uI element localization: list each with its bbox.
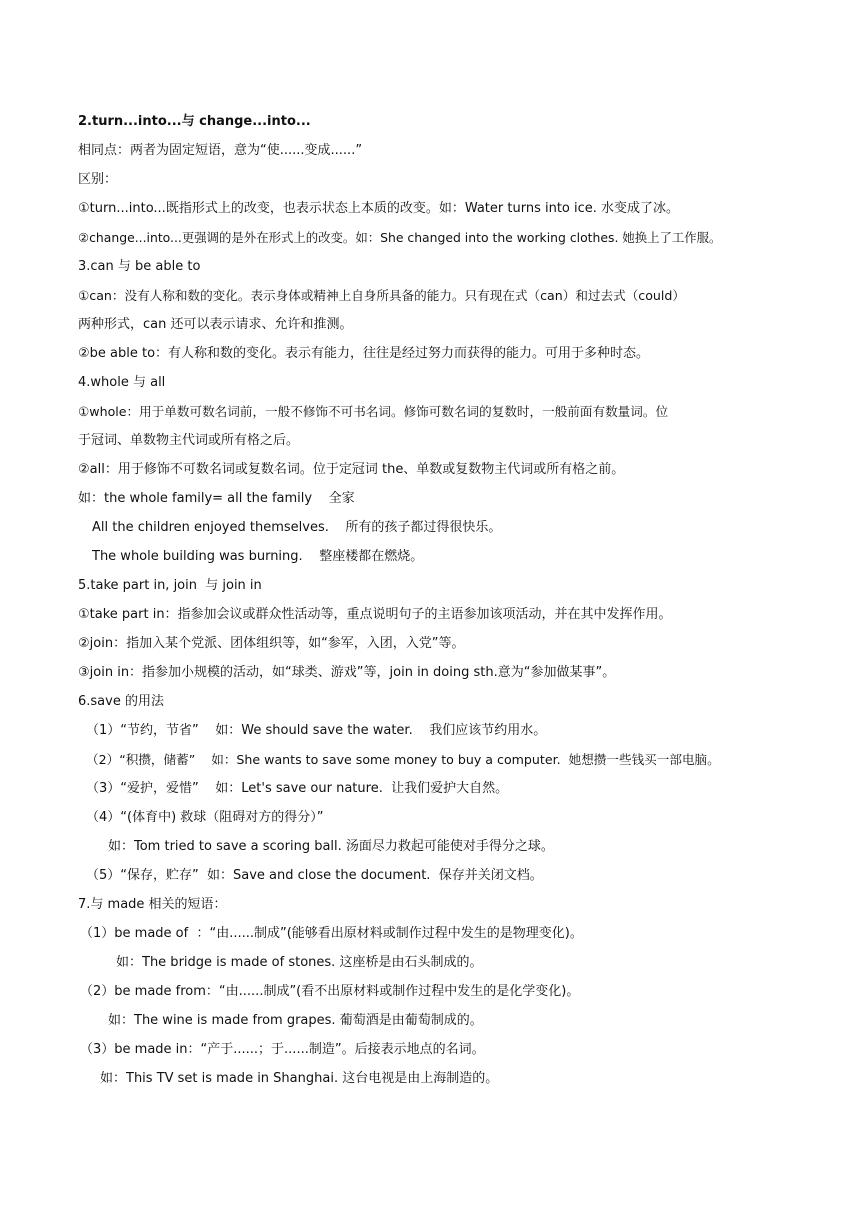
example-line: （5）“保存，贮存” 如：Save and close the document. 保存并关闭文档。	[86, 868, 543, 883]
example-line: 如：This TV set is made in Shanghai. 这台电视是由上海制造的。	[100, 1071, 499, 1086]
text-line: ①whole：用于单数可数名词前，一般不修饰不可书名词。修饰可数名词的复数时，一般前面有数量词。位	[78, 404, 669, 419]
text-line: 区别：	[78, 172, 118, 187]
section-heading-whole-all: 4.whole 与 all	[78, 375, 166, 390]
text-line: 相同点：两者为固定短语，意为“使......变成......”	[78, 143, 363, 158]
example-line: 如：the whole family= all the family 全家	[78, 491, 355, 506]
text-line: ③join in：指参加小规模的活动，如“球类、游戏”等，join in doing sth.意为“参加做某事”。	[78, 665, 616, 680]
example-line: 如：The bridge is made of stones. 这座桥是由石头制成的。	[116, 955, 483, 970]
text-line: ②join：指加入某个党派、团体组织等，如“参军，入团，入党”等。	[78, 636, 465, 651]
text-line: （3）be made in：“产于......；于......制造”。后接表示地点的名词。	[80, 1042, 485, 1057]
text-line: （1）be made of ：“由......制成”(能够看出原材料或制作过程中发生的是物理变化)。	[80, 926, 583, 941]
text-line: ①take part in：指参加会议或群众性活动等，重点说明句子的主语参加该项活动，并在其中发挥作用。	[78, 607, 672, 622]
section-heading-turn-into: 2.turn...into...与 change...into...	[78, 114, 311, 129]
example-line: （2）“积攒，储蓄” 如：She wants to save some money to buy a computer. 她想攒一些钱买一部电脑。	[86, 752, 720, 767]
example-line: （3）“爱护，爱惜” 如：Let's save our nature. 让我们爱护大自然。	[86, 781, 509, 796]
section-heading-can-be-able-to: 3.can 与 be able to	[78, 259, 201, 274]
section-heading-save: 6.save 的用法	[78, 694, 164, 709]
section-heading-take-part-in: 5.take part in, join 与 join in	[78, 578, 262, 593]
example-line: 如：Tom tried to save a scoring ball. 汤面尽力救起可能使对手得分之球。	[108, 839, 554, 854]
example-line: All the children enjoyed themselves. 所有的孩子都过得很快乐。	[92, 520, 502, 535]
example-line: （1）“节约，节省” 如：We should save the water. 我们应该节约用水。	[86, 723, 547, 738]
example-line: 如：The wine is made from grapes. 葡萄酒是由葡萄制成的。	[108, 1013, 483, 1028]
text-line: ①turn...into...既指形式上的改变，也表示状态上本质的改变。如：Water turns into ice. 水变成了冰。	[78, 201, 680, 216]
text-line: ②all：用于修饰不可数名词或复数名词。位于定冠词 the、单数或复数物主代词或所有格之前。	[78, 462, 625, 477]
text-line: 于冠词、单数物主代词或所有格之后。	[78, 433, 300, 448]
text-line: ②be able to：有人称和数的变化。表示有能力，往往是经过努力而获得的能力。可用于多种时态。	[78, 346, 650, 361]
section-heading-made: 7.与 made 相关的短语：	[78, 897, 227, 912]
text-line: ①can：没有人称和数的变化。表示身体或精神上自身所具备的能力。只有现在式（can）和过去式（could）	[78, 288, 685, 303]
text-line: （2）be made from：“由......制成”(看不出原材料或制作过程中发生的是化学变化)。	[80, 984, 580, 999]
text-line: 两种形式，can 还可以表示请求、允许和推测。	[78, 317, 353, 332]
example-line: （4）“(体育中) 救球（阻碍对方的得分）”	[86, 810, 324, 825]
text-line: ②change...into...更强调的是外在形式上的改变。如：She changed into the working clothes. 她换上了工作服。	[78, 230, 722, 245]
example-line: The whole building was burning. 整座楼都在燃烧。	[92, 549, 424, 564]
